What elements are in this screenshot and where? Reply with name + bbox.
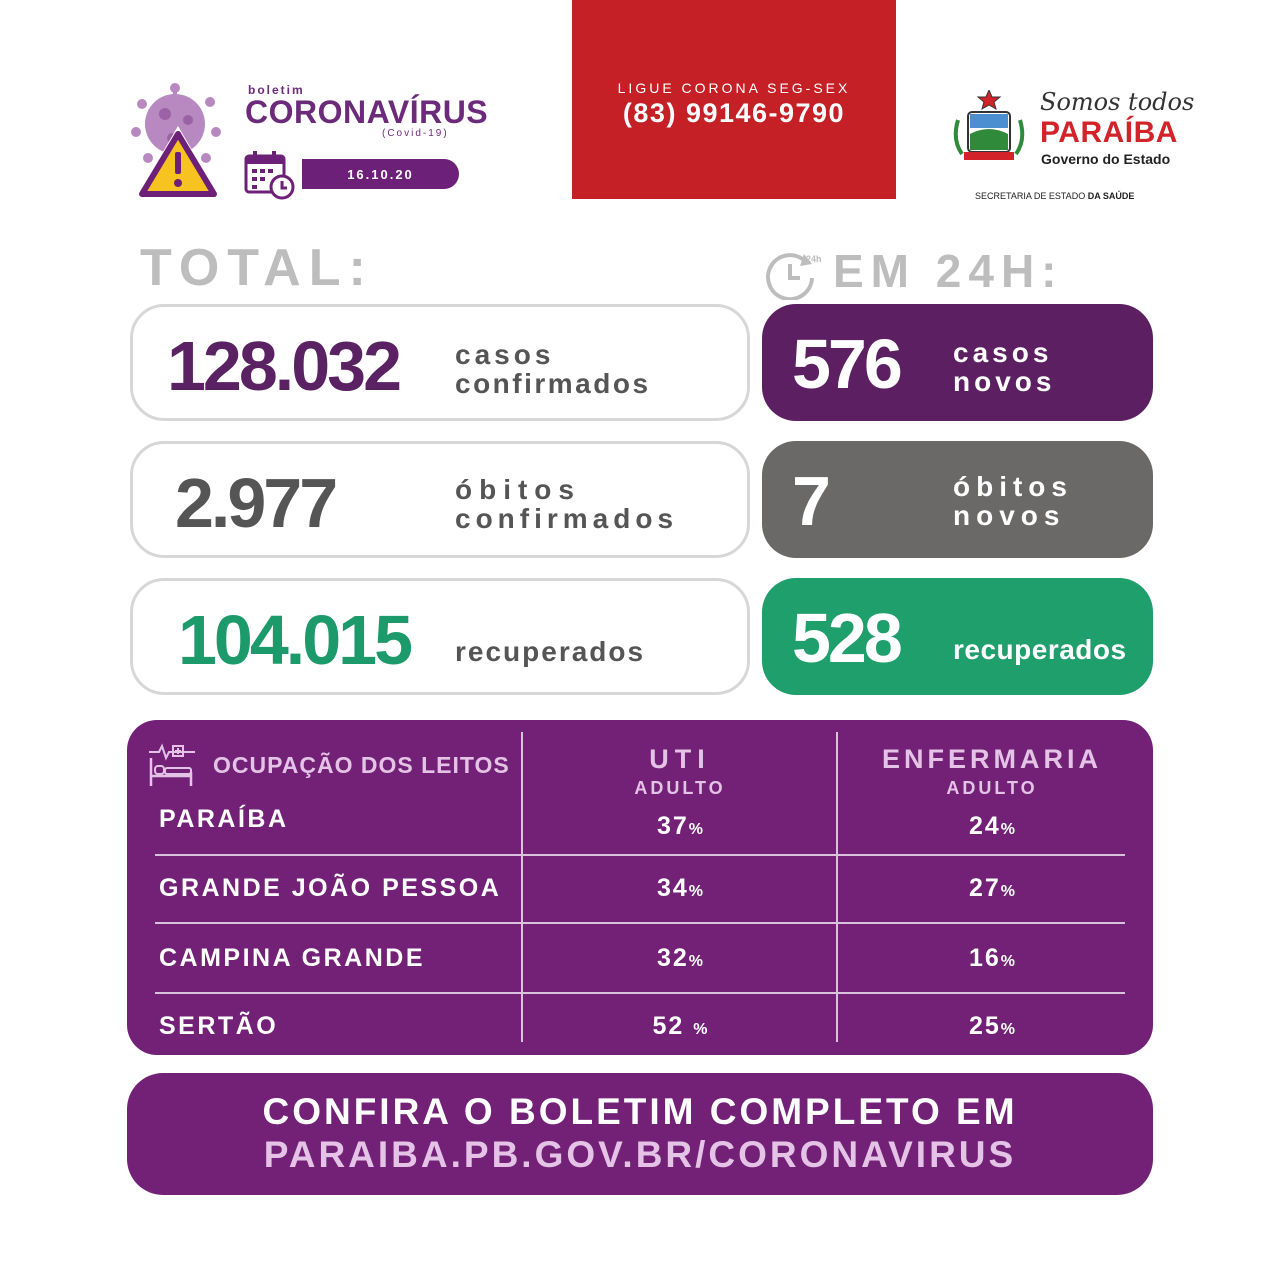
total-heading: TOTAL:: [140, 239, 374, 297]
total-cases-label: casos confirmados: [455, 339, 651, 399]
bed-occupancy-title: OCUPAÇÃO DOS LEITOS: [213, 752, 510, 778]
virus-warning-icon: [130, 82, 230, 202]
col-uti-header: UTI: [649, 744, 711, 774]
region-label: PARAÍBA: [159, 805, 289, 833]
total-recovered-card: [130, 578, 750, 695]
region-label: SERTÃO: [159, 1012, 279, 1040]
region-label: CAMPINA GRANDE: [159, 944, 426, 972]
region-label: GRANDE JOÃO PESSOA: [159, 874, 502, 902]
col-enf-header: ENFERMARIA: [882, 744, 1102, 774]
uti-percent: 52 %: [652, 1012, 708, 1040]
total-recovered-value: 104.015: [178, 601, 411, 679]
total-deaths-card: [130, 441, 750, 558]
enf-percent: 16%: [968, 944, 1016, 972]
uti-percent: 32%: [656, 944, 704, 972]
daily-cases-card: [762, 304, 1153, 421]
daily-cases-value: 576: [792, 325, 900, 403]
total-deaths-value: 2.977: [175, 464, 336, 542]
footer-banner: [127, 1073, 1153, 1195]
row-divider: [155, 922, 1125, 924]
total-deaths-label: óbitos confirmados: [455, 474, 679, 534]
hotline-label: LIGUE CORONA SEG-SEX: [617, 80, 851, 96]
col-uti-sub: ADULTO: [634, 778, 726, 798]
daily-deaths-label: óbitos novos: [953, 471, 1073, 531]
hotline-number: (83) 99146-9790: [622, 98, 846, 128]
total-cases-card: [130, 304, 750, 421]
footer-cta: CONFIRA O BOLETIM COMPLETO EM: [262, 1091, 1018, 1132]
daily-cases-label: casos novos: [953, 337, 1056, 397]
bulletin-label: boletim: [248, 83, 305, 97]
daily-recovered-label: recuperados: [953, 634, 1127, 665]
bed-occupancy-table: [127, 720, 1153, 1055]
daily-deaths-value: 7: [792, 462, 828, 540]
government-label: Governo do Estado: [1041, 151, 1171, 167]
daily-recovered-card: [762, 578, 1153, 695]
uti-percent: 37%: [656, 812, 704, 840]
hotline-box: [572, 0, 896, 199]
col-enf-sub: ADULTO: [946, 778, 1038, 798]
bulletin-subtitle: (Covid-19): [382, 128, 449, 139]
calendar-clock-icon: [244, 150, 296, 200]
enf-percent: 24%: [968, 812, 1016, 840]
row-divider: [155, 854, 1125, 856]
uti-percent: 34%: [656, 874, 704, 902]
enf-percent: 27%: [968, 874, 1016, 902]
daily-recovered-value: 528: [792, 599, 900, 677]
bulletin-date: 16.10.20: [302, 159, 459, 189]
enf-percent: 25%: [968, 1012, 1016, 1040]
daily-deaths-card: [762, 441, 1153, 558]
secretariat-label: SECRETARIA DE ESTADO DA SAÚDE: [975, 191, 1135, 201]
svg-text:24h: 24h: [806, 254, 822, 264]
clock-24h-icon: [764, 248, 822, 300]
row-divider: [155, 992, 1125, 994]
bulletin-title: CORONAVÍRUS: [245, 94, 489, 130]
total-cases-value: 128.032: [167, 327, 400, 405]
total-recovered-label: recuperados: [455, 636, 646, 667]
slogan: Somos todos: [1040, 88, 1195, 116]
state-name: PARAÍBA: [1040, 116, 1178, 149]
footer-link[interactable]: PARAIBA.PB.GOV.BR/CORONAVIRUS: [263, 1134, 1017, 1175]
state-crest-icon: [950, 90, 1028, 168]
hospital-bed-icon: [147, 742, 197, 788]
last-24h-heading: EM 24H:: [833, 245, 1064, 297]
